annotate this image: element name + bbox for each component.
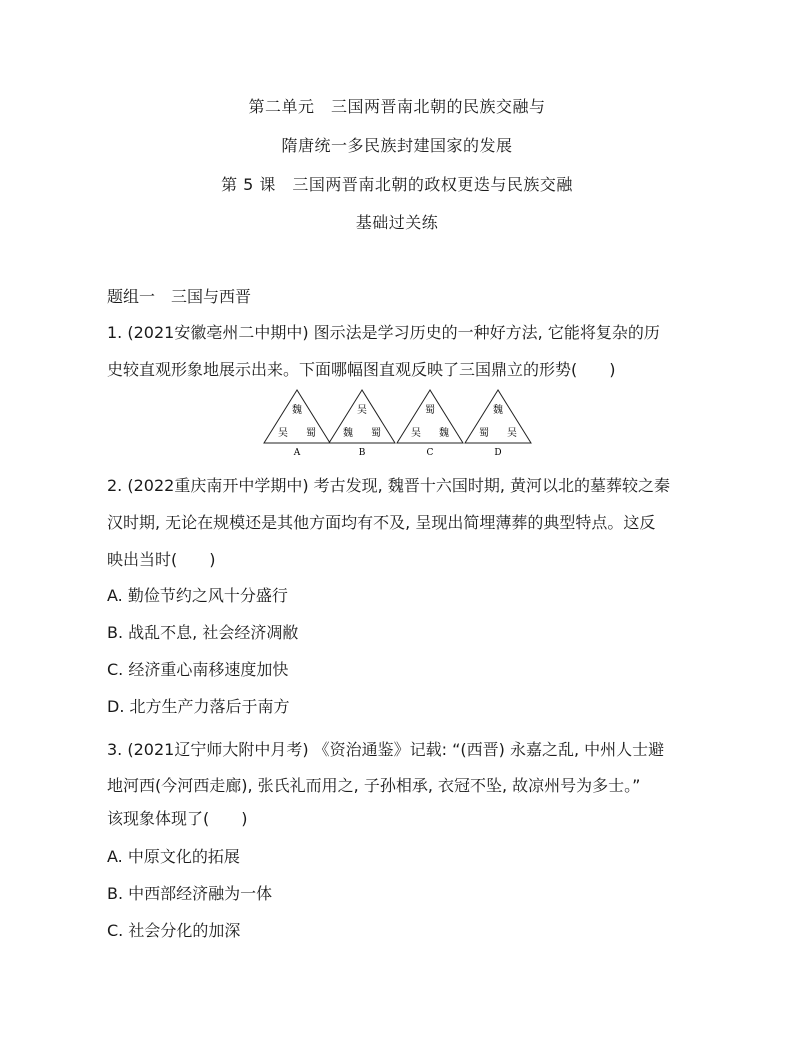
- triangle-d-right: 吴: [507, 428, 517, 439]
- triangle-a-right: 蜀: [306, 428, 316, 439]
- section-title: 基础过关练: [355, 213, 439, 232]
- triangle-option-a: [264, 390, 330, 458]
- question-2-line-1: 2. (2022重庆南开中学期中) 考古发现, 魏晋十六国时期, 黄河以北的墓葬较之秦: [107, 476, 670, 495]
- question-1-line-2: 史较直观形象地展示出来。下面哪幅图直观反映了三国鼎立的形势( ): [107, 360, 616, 379]
- triangle-b-label: B: [358, 448, 366, 458]
- triangle-b-left: 魏: [343, 428, 353, 439]
- question-2-option-c: C. 经济重心南移速度加快: [107, 660, 289, 679]
- triangle-c-right: 魏: [439, 428, 449, 439]
- triangle-b-right: 蜀: [371, 428, 381, 439]
- three-kingdoms-triangle-figure: [262, 386, 537, 458]
- triangle-option-d: [465, 390, 531, 458]
- question-3-line-1: 3. (2021辽宁师大附中月考) 《资治通鉴》记载: “(西晋) 永嘉之乱, 中州人士避: [107, 740, 665, 759]
- triangle-a-label: A: [293, 448, 301, 458]
- triangle-a-left: 吴: [278, 428, 288, 439]
- question-3-line-2: 地河西(今河西走廊), 张氏礼而用之, 子孙相承, 衣冠不坠, 故凉州号为多士。”: [107, 776, 641, 795]
- lesson-title: 第 5 课 三国两晋南北朝的政权更迭与民族交融: [221, 175, 573, 194]
- question-3-option-c: C. 社会分化的加深: [107, 921, 241, 940]
- question-2-option-d: D. 北方生产力落后于南方: [107, 697, 290, 716]
- group-title: 题组一 三国与西晋: [107, 287, 252, 306]
- triangle-d-top: 魏: [493, 405, 503, 416]
- unit-title: 第二单元 三国两晋南北朝的民族交融与: [248, 97, 546, 116]
- unit-title-continued: 隋唐统一多民族封建国家的发展: [281, 136, 513, 155]
- question-3-option-b: B. 中西部经济融为一体: [107, 884, 273, 903]
- question-3-option-a: A. 中原文化的拓展: [107, 847, 240, 866]
- question-3-line-3: 该现象体现了( ): [107, 809, 248, 828]
- triangle-option-c: [397, 390, 463, 458]
- triangle-c-left: 吴: [411, 428, 421, 439]
- triangle-a-top: 魏: [292, 405, 302, 416]
- question-2-line-3: 映出当时( ): [107, 550, 216, 569]
- question-1-line-1: 1. (2021安徽亳州二中期中) 图示法是学习历史的一种好方法, 它能将复杂的历: [107, 323, 660, 342]
- triangle-d-left: 蜀: [479, 428, 489, 439]
- triangle-d-label: D: [494, 448, 502, 458]
- triangle-option-b: [329, 390, 395, 458]
- triangle-c-top: 蜀: [425, 405, 435, 416]
- triangle-c-label: C: [426, 448, 434, 458]
- question-2-option-a: A. 勤俭节约之风十分盛行: [107, 586, 288, 605]
- question-2-line-2: 汉时期, 无论在规模还是其他方面均有不及, 呈现出简埋薄葬的典型特点。这反: [107, 513, 656, 532]
- triangle-b-top: 吴: [357, 405, 367, 416]
- question-2-option-b: B. 战乱不息, 社会经济凋敝: [107, 623, 299, 642]
